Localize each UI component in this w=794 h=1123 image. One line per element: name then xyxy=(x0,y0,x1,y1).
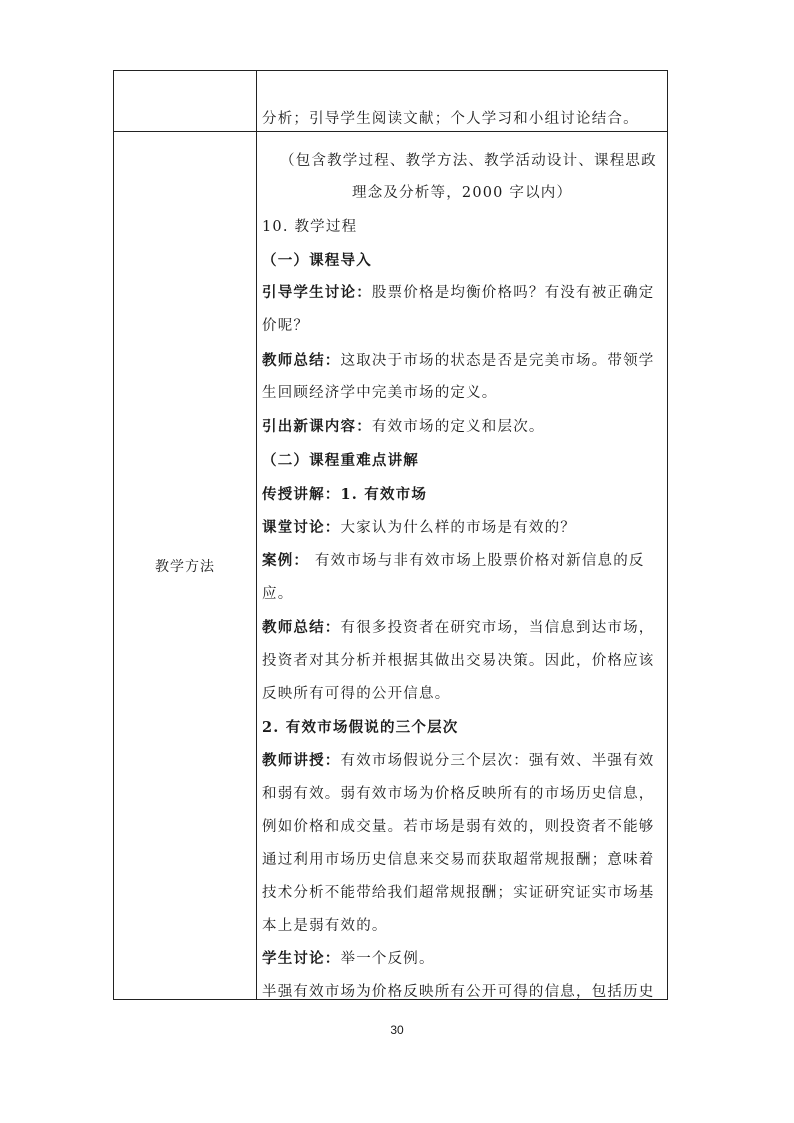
p4-text: 1. 有效市场 xyxy=(340,486,428,503)
note-line1: （包含教学过程、教学方法、教学活动设计、课程思政 xyxy=(280,153,657,169)
p3-text: 有效市场的定义和层次。 xyxy=(371,419,545,435)
column-divider xyxy=(256,71,257,999)
p8-label: 教师讲授： xyxy=(262,752,341,769)
paragraph-8a xyxy=(262,749,655,770)
paragraph-2a xyxy=(262,349,655,370)
p1-label: 引导学生讨论： xyxy=(262,284,372,301)
p8-text: 有效市场假说分三个层次：强有效、半强有效 xyxy=(340,753,655,769)
paragraph-1a xyxy=(262,281,655,302)
paragraph-8c: 例如价格和成交量。若市场是弱有效的，则投资者不能够 xyxy=(262,819,655,835)
row1-text: 分析；引导学生阅读文献；个人学习和小组讨论结合。 xyxy=(262,111,639,127)
p5-label: 课堂讨论： xyxy=(262,519,341,536)
paragraph-8b: 和弱有效。弱有效市场为价格反映所有的市场历史信息， xyxy=(262,786,655,802)
paragraph-7c: 反映所有可得的公开信息。 xyxy=(262,686,451,702)
lesson-plan-table xyxy=(113,70,668,1000)
paragraph-5 xyxy=(262,516,576,537)
paragraph-8e: 技术分析不能带给我们超常规报酬；实证研究证实市场基 xyxy=(262,885,655,901)
section2-heading: （二）课程重难点讲解 xyxy=(262,452,419,469)
subheading-2: 2. 有效市场假说的三个层次 xyxy=(262,719,459,736)
paragraph-9 xyxy=(262,947,435,968)
note-line2: 理念及分析等，2000 字以内） xyxy=(352,185,573,201)
teaching-method-label: 教学方法 xyxy=(155,559,215,575)
page-number: 30 xyxy=(390,1023,404,1037)
paragraph-4 xyxy=(262,483,427,504)
paragraph-1b: 价呢？ xyxy=(262,318,310,334)
paragraph-6a xyxy=(262,549,645,570)
p3-label: 引出新课内容： xyxy=(262,418,372,435)
paragraph-8d: 通过利用市场历史信息来交易而获取超常规报酬；意味着 xyxy=(262,852,655,868)
paragraph-8f: 本上是弱有效的。 xyxy=(262,918,388,934)
paragraph-7a xyxy=(262,616,655,637)
paragraph-2b: 生回顾经济学中完美市场的定义。 xyxy=(262,385,498,401)
p1-text: 股票价格是均衡价格吗？有没有被正确定 xyxy=(371,285,655,301)
p6-text: 有效市场与非有效市场上股票价格对新信息的反 xyxy=(309,553,645,569)
paragraph-3 xyxy=(262,415,545,436)
p4-label: 传授讲解： xyxy=(262,486,341,503)
paragraph-10a: 半强有效市场为价格反映所有公开可得的信息，包括历史 xyxy=(262,984,655,1000)
section1-heading: （一）课程导入 xyxy=(262,252,372,269)
p7-label: 教师总结： xyxy=(262,619,341,636)
heading-process: 10. 教学过程 xyxy=(262,219,358,235)
p6-label: 案例： xyxy=(262,552,310,569)
p2-text: 这取决于市场的状态是否是完美市场。带领学 xyxy=(340,353,655,369)
p5-text: 大家认为什么样的市场是有效的？ xyxy=(340,520,576,536)
paragraph-7b: 投资者对其分析并根据其做出交易决策。因此，价格应该 xyxy=(262,653,655,669)
paragraph-6b: 应。 xyxy=(262,586,294,602)
p2-label: 教师总结： xyxy=(262,352,341,369)
p9-label: 学生讨论： xyxy=(262,950,341,967)
p7-text: 有很多投资者在研究市场，当信息到达市场， xyxy=(340,620,655,636)
p9-text: 举一个反例。 xyxy=(340,951,435,967)
